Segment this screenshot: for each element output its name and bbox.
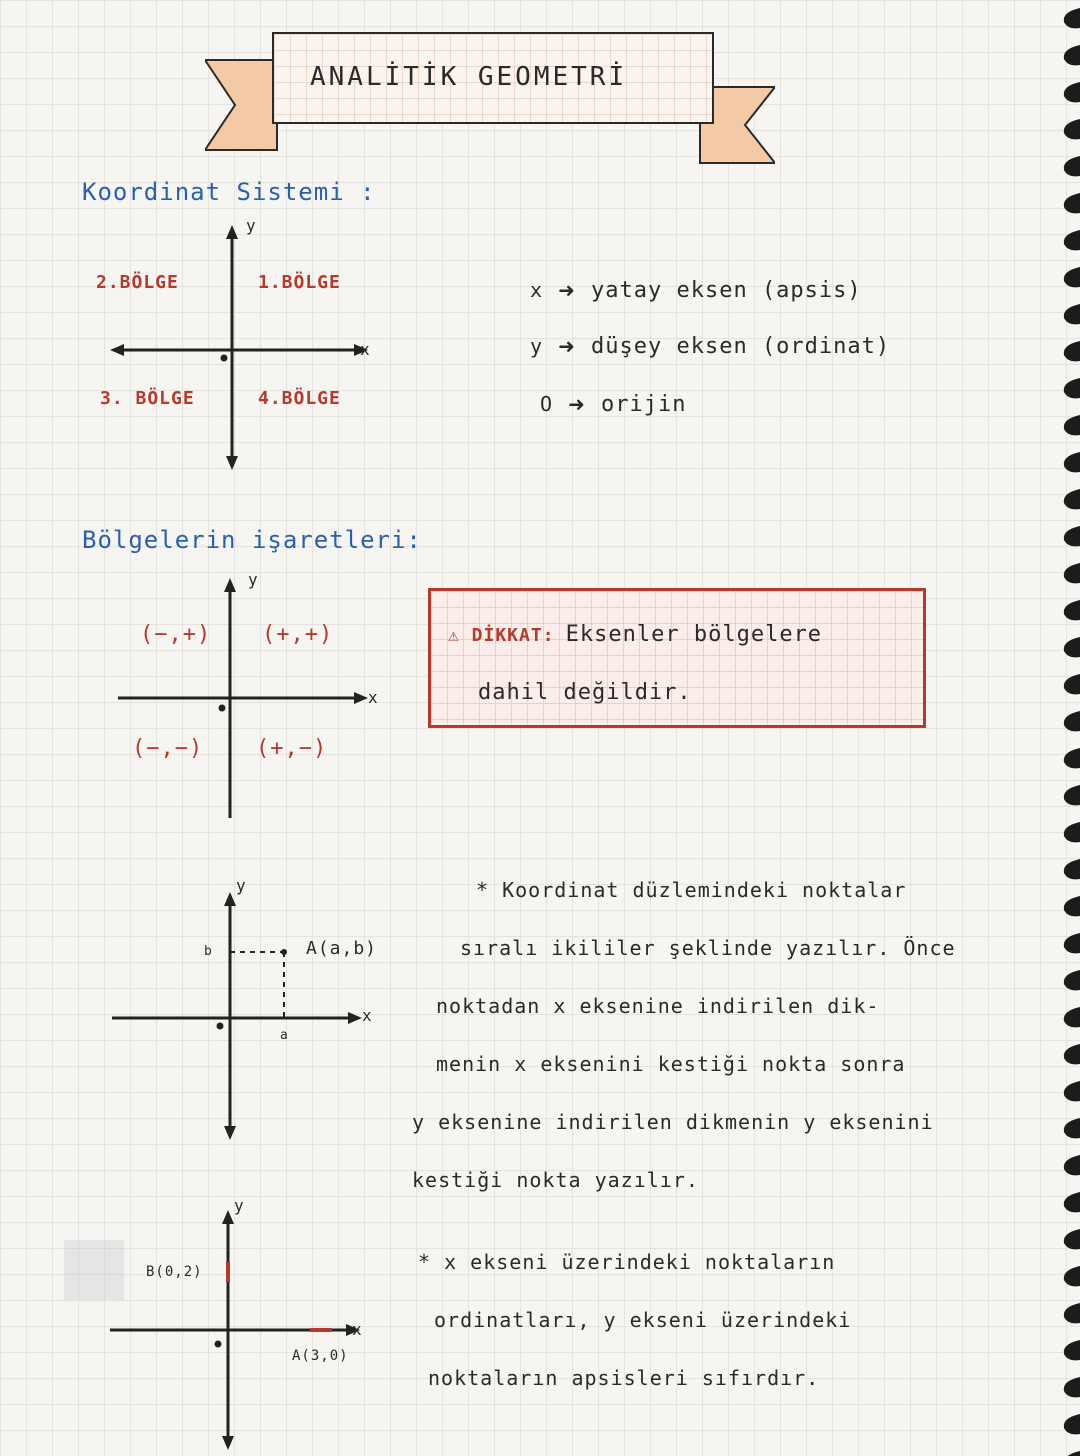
spiral-ring: [1064, 1266, 1080, 1286]
legend-symbol: O: [540, 392, 554, 416]
spiral-ring: [1064, 415, 1080, 435]
arrow-icon: ➜: [558, 278, 576, 302]
b-tick-label: b: [204, 944, 213, 959]
spiral-ring: [1064, 1303, 1080, 1323]
spiral-ring: [1064, 785, 1080, 805]
spiral-ring: [1064, 822, 1080, 842]
axis-x-label: x: [362, 1006, 373, 1025]
spiral-ring: [1064, 600, 1080, 620]
legend-text: yatay eksen (apsis): [591, 278, 862, 303]
explanation-text-1: [412, 878, 992, 1226]
axis-y-label: y: [236, 876, 247, 895]
sign-quadrant-2: (−,+): [140, 622, 212, 647]
spiral-ring: [1064, 711, 1080, 731]
spiral-ring: [1064, 341, 1080, 361]
eraser-smudge: [64, 1240, 124, 1300]
spiral-ring: [1064, 1229, 1080, 1249]
text-line: * x ekseni üzerindeki noktaların: [418, 1250, 836, 1274]
arrow-icon: ➜: [558, 334, 576, 358]
quadrant-4-label: 4.BÖLGE: [258, 388, 341, 409]
spiral-ring: [1064, 1414, 1080, 1434]
legend-y: [530, 334, 890, 359]
spiral-ring: [1064, 82, 1080, 102]
spiral-ring: [1064, 1192, 1080, 1212]
coordinate-axes-4: [110, 1210, 370, 1450]
page-title: ANALİTİK GEOMETRİ: [310, 62, 628, 92]
spiral-ring: [1064, 933, 1080, 953]
coordinate-axes-1: [110, 225, 390, 470]
spiral-ring: [1064, 1340, 1080, 1360]
spiral-ring: [1064, 674, 1080, 694]
sign-quadrant-1: (+,+): [262, 622, 334, 647]
spiral-ring: [1064, 970, 1080, 990]
coordinate-axes-2: [118, 578, 388, 823]
spiral-ring: [1064, 859, 1080, 879]
text-line: y eksenine indirilen dikmenin y eksenini: [412, 1110, 934, 1134]
legend-o: [540, 392, 686, 417]
warning-text-2: dahil değildir.: [478, 680, 692, 705]
text-line: noktaların apsisleri sıfırdır.: [428, 1366, 820, 1390]
warning-text-1: Eksenler bölgelere: [565, 622, 823, 647]
spiral-ring: [1064, 193, 1080, 213]
spiral-ring: [1064, 637, 1080, 657]
spiral-ring: [1064, 748, 1080, 768]
coordinate-axes-3: [112, 890, 382, 1140]
spiral-ring: [1064, 304, 1080, 324]
spiral-ring: [1064, 45, 1080, 65]
text-line: kestiği nokta yazılır.: [412, 1168, 699, 1192]
spiral-ring: [1064, 896, 1080, 916]
axis-x-label: x: [352, 1320, 363, 1339]
spiral-ring: [1064, 267, 1080, 287]
point-a-label: A(a,b): [306, 938, 378, 959]
spiral-ring: [1064, 1118, 1080, 1138]
a-tick-label: a: [280, 1028, 289, 1043]
quadrant-1-label: 1.BÖLGE: [258, 272, 341, 293]
spiral-ring: [1064, 563, 1080, 583]
explanation-text-2: [418, 1250, 998, 1424]
spiral-ring: [1064, 1007, 1080, 1027]
sign-quadrant-4: (+,−): [256, 736, 328, 761]
legend-x: [530, 278, 862, 303]
point-b-label: B(0,2): [146, 1264, 203, 1280]
arrow-icon: ➜: [568, 392, 586, 416]
spiral-ring: [1064, 1081, 1080, 1101]
text-line: ordinatları, y ekseni üzerindeki: [434, 1308, 852, 1332]
spiral-ring: [1064, 119, 1080, 139]
spiral-ring: [1064, 1155, 1080, 1175]
notebook-spiral-binding: [1040, 0, 1080, 1456]
section-heading-koordinat: Koordinat Sistemi :: [82, 178, 376, 206]
point-a-label: A(3,0): [292, 1348, 349, 1364]
axis-x-label: x: [360, 340, 371, 359]
spiral-ring: [1064, 156, 1080, 176]
spiral-ring: [1064, 1377, 1080, 1397]
spiral-ring: [1064, 230, 1080, 250]
text-line: * Koordinat düzlemindeki noktalar: [476, 878, 907, 902]
spiral-ring: [1064, 8, 1080, 28]
spiral-ring: [1064, 1044, 1080, 1064]
spiral-ring: [1064, 1451, 1080, 1456]
legend-text: düşey eksen (ordinat): [591, 334, 891, 359]
quadrant-3-label: 3. BÖLGE: [100, 388, 195, 409]
quadrant-2-label: 2.BÖLGE: [96, 272, 179, 293]
warning-label: ⚠ DİKKAT:: [448, 625, 555, 646]
spiral-ring: [1064, 378, 1080, 398]
axis-y-label: y: [248, 570, 259, 589]
axis-y-label: y: [246, 216, 257, 235]
legend-symbol: y: [530, 334, 544, 358]
legend-text: orijin: [601, 392, 687, 417]
sign-quadrant-3: (−,−): [132, 736, 204, 761]
warning-note-box: [428, 588, 926, 728]
text-line: menin x eksenini kestiği nokta sonra: [436, 1052, 906, 1076]
text-line: sıralı ikililer şeklinde yazılır. Önce: [460, 936, 956, 960]
spiral-ring: [1064, 489, 1080, 509]
warning-note-line-1: [448, 622, 822, 647]
spiral-ring: [1064, 452, 1080, 472]
text-line: noktadan x eksenine indirilen dik-: [436, 994, 880, 1018]
legend-symbol: x: [530, 278, 544, 302]
section-heading-bolgeler: Bölgelerin işaretleri:: [82, 526, 422, 554]
axis-y-label: y: [234, 1196, 245, 1215]
axis-x-label: x: [368, 688, 379, 707]
spiral-ring: [1064, 526, 1080, 546]
